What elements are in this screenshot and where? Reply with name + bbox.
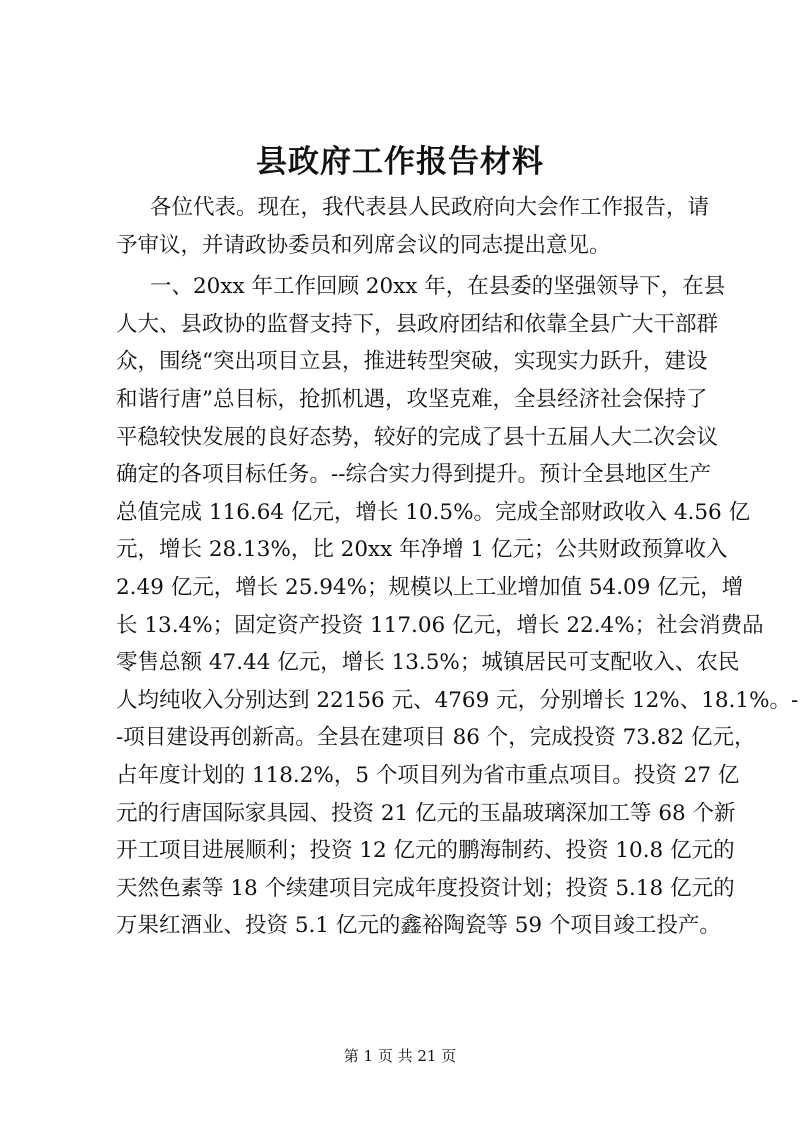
paragraph-line: 元，增长 28.13%，比 20xx 年净增 1 亿元；公共财政预算收入 xyxy=(116,537,728,563)
paragraph-line: 零售总额 47.44 亿元，增长 13.5%；城镇居民可支配收入、农民 xyxy=(116,650,740,676)
paragraph-line: 各位代表。现在，我代表县人民政府向大会作工作报告，请 xyxy=(150,195,710,220)
paragraph-line: 确定的各项目标任务。--综合实力得到提升。预计全县地区生产 xyxy=(116,462,712,488)
paragraph-line: 和谐行唐”总目标，抢抓机遇，攻坚克难，全县经济社会保持了 xyxy=(116,386,708,412)
page-footer: 第 1 页 共 21 页 xyxy=(343,1047,457,1065)
paragraph-line: 平稳较快发展的良好态势，较好的完成了县十五届人大二次会议 xyxy=(116,424,719,450)
paragraph-line: 总值完成 116.64 亿元，增长 10.5%。完成全部财政收入 4.56 亿 xyxy=(116,499,751,525)
paragraph-line: 开工项目进展顺利；投资 12 亿元的鹏海制药、投资 10.8 亿元的 xyxy=(116,838,735,864)
paragraph-line: 2.49 亿元，增长 25.94%；规模以上工业增加值 54.09 亿元，增 xyxy=(116,574,744,600)
paragraph-line: 人均纯收入分别达到 22156 元、4769 元，分别增长 12%、18.1%。- xyxy=(116,687,799,713)
paragraph-line: 天然色素等 18 个续建项目完成年度投资计划；投资 5.18 亿元的 xyxy=(116,875,735,901)
paragraph-line: 占年度计划的 118.2%，5 个项目列为省市重点项目。投资 27 亿 xyxy=(116,762,740,788)
paragraph-line: -项目建设再创新高。全县在建项目 86 个，完成投资 73.82 亿元， xyxy=(116,725,756,751)
document-title: 县政府工作报告材料 xyxy=(256,144,544,180)
paragraph-line: 众，围绕“突出项目立县，推进转型突破，实现实力跃升，建设 xyxy=(116,349,708,375)
paragraph-line: 长 13.4%；固定资产投资 117.06 亿元，增长 22.4%；社会消费品 xyxy=(116,612,764,638)
paragraph-line: 予审议，并请政协委员和列席会议的同志提出意见。 xyxy=(116,232,611,258)
paragraph-line: 人大、县政协的监督支持下，县政府团结和依靠全县广大干部群 xyxy=(116,311,719,337)
paragraph-line: 元的行唐国际家具园、投资 21 亿元的玉晶玻璃深加工等 68 个新 xyxy=(116,800,736,826)
paragraph-line: 一、20xx 年工作回顾 20xx 年，在县委的坚强领导下，在县 xyxy=(150,274,726,300)
document-body xyxy=(116,189,799,945)
paragraph-line: 万果红酒业、投资 5.1 亿元的鑫裕陶瓷等 59 个项目竣工投产。 xyxy=(116,913,721,939)
